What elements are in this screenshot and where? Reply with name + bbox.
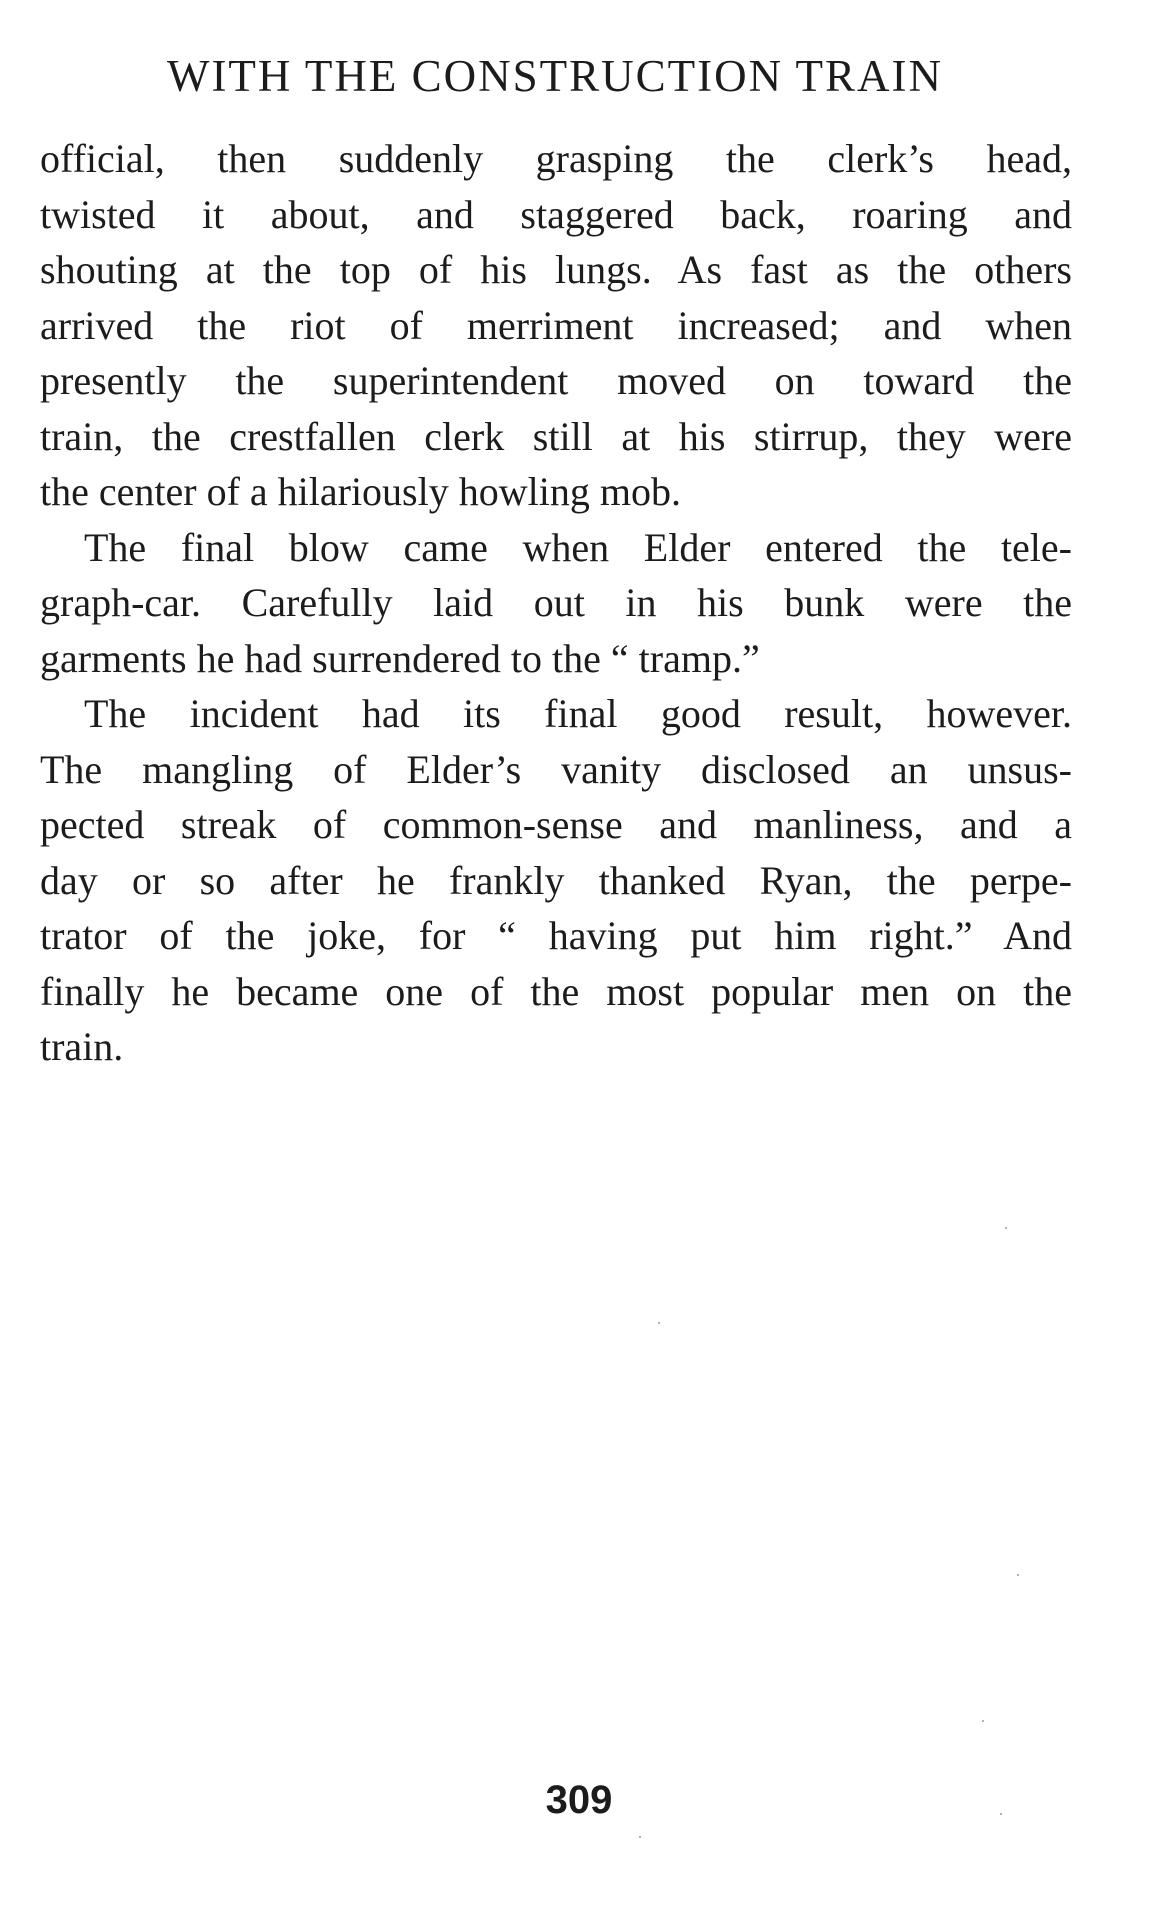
scan-speck — [982, 1720, 984, 1722]
text-line: day or so after he frankly thanked Ryan, the perpe- — [40, 857, 1072, 903]
text-line: The mangling of Elder’s vanity disclosed an unsus- — [40, 746, 1072, 792]
scan-speck — [1005, 1227, 1007, 1229]
text-line: train. — [40, 1024, 124, 1069]
text-line: pected streak of common-sense and manliness, and a — [40, 802, 1072, 847]
text-line: trator of the joke, for “ having put him right.” And — [40, 913, 1072, 958]
text-line: graph-car. Carefully laid out in his bunk were the — [40, 580, 1072, 625]
scan-speck — [1000, 1813, 1002, 1815]
text-line: the center of a hilariously howling mob. — [40, 469, 681, 514]
body-text — [40, 131, 1072, 1075]
text-line: The incident had its final good result, however. — [84, 691, 1072, 736]
scan-speck — [1017, 1574, 1019, 1576]
page-number: 309 — [545, 1778, 613, 1822]
scan-speck — [639, 1836, 641, 1838]
text-line: arrived the riot of merriment increased; and when — [40, 302, 1072, 348]
scan-speck — [658, 1322, 660, 1324]
running-head: WITH THE CONSTRUCTION TRAIN — [166, 51, 944, 101]
text-line: garments he had surrendered to the “ tramp.” — [40, 635, 760, 681]
text-line: official, then suddenly grasping the clerk’s head, — [40, 136, 1072, 181]
text-line: presently the superintendent moved on toward the — [40, 358, 1072, 403]
text-line: twisted it about, and staggered back, roaring and — [40, 191, 1072, 237]
text-line: The final blow came when Elder entered the tele- — [84, 524, 1072, 570]
text-line: shouting at the top of his lungs. As fast as the others — [40, 247, 1072, 292]
text-line: train, the crestfallen clerk still at his stirrup, they were — [40, 413, 1072, 459]
text-line: finally he became one of the most popular men on the — [40, 968, 1072, 1014]
